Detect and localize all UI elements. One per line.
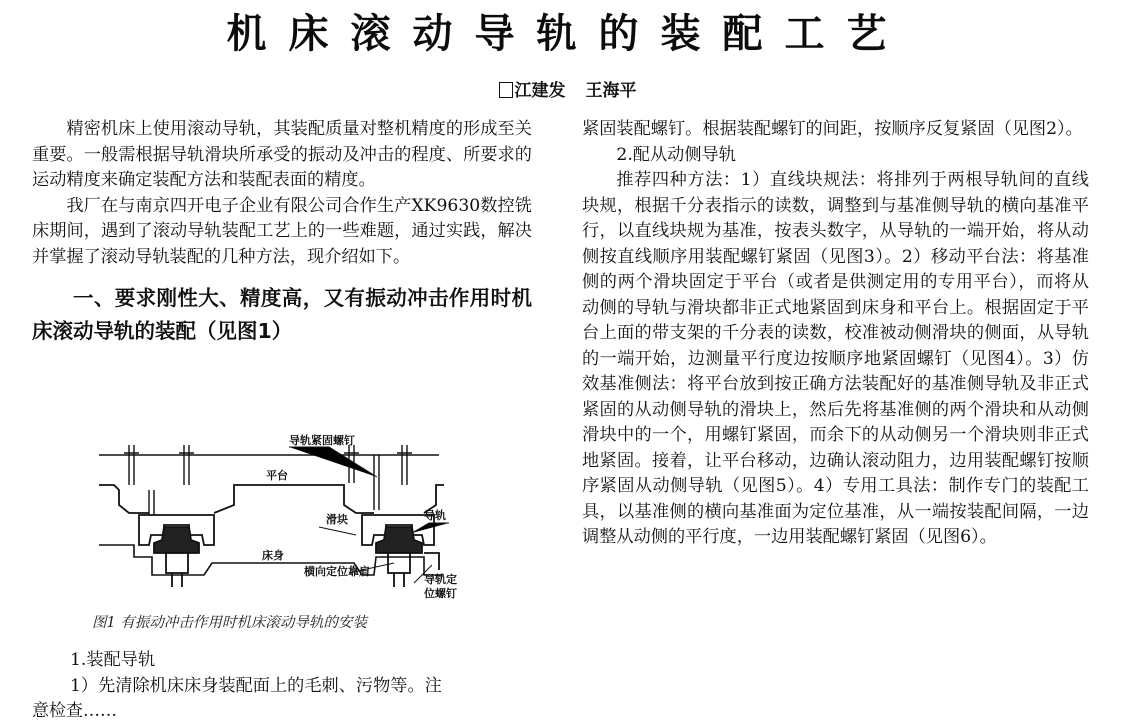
figure-caption: 图1 有振动冲击作用时机床滚动导轨的安装	[92, 615, 367, 631]
methods-paragraph: 推荐四种方法：1）直线块规法：将排列于两根导轨间的直线块规，根据千分表指示的读数，调整到与基准侧导轨的横向基准平行，以直线块规为基准，按表头数字，从导轨的一端开始，将从动侧按直线顺序用装配螺钉紧固（见图3）。2）移动平台法：将基准侧的两个滑块固定于平台（或者是供测定用的专用平台），而将从动侧的导轨与滑块都非正式地紧固到床身和平台上。根据固定于平台上面的带支架的千分表的读数，校准被动侧滑块的侧面，从导轨的一端开始，边测量平行度边按顺序地紧固螺钉（见图4）。3）仿效基准侧法：将平台放到按正确方法装配好的基准侧导轨及非正式紧固的从动侧导轨的滑块上，然后先将基准侧的两个滑块和从动侧滑块中的一个，用螺钉紧固，而余下的从动侧另一个滑块则非正式地紧固。接着，让平台移动，边确认滚动阻力，边用装配螺钉按顺序紧固从动侧导轨（见图5）。4）专用工具法：制作专门的装配工具，以基准侧的横向基准面为定位基准，从一端按装配间隔，一边调整从动侧的平行度，一边用装配螺钉紧固（见图6）。	[582, 170, 1089, 547]
label-rail-bolt: 导轨紧固螺钉	[289, 434, 355, 447]
figure-1	[32, 435, 532, 625]
rail-assembly-diagram	[94, 434, 457, 605]
label-positioning-face: 横向定位靠肩	[304, 565, 370, 578]
subsection-1-title: 1.装配导轨	[70, 650, 156, 670]
author-1: 江建发	[514, 81, 566, 101]
label-platform: 平台	[266, 469, 288, 482]
author-2: 王海平	[585, 81, 637, 101]
step-1-paragraph: 1）先清除机床床身装配面上的毛刺、污物等。注	[70, 675, 442, 696]
label-bed: 床身	[262, 549, 284, 562]
left-column-bottom	[32, 648, 530, 721]
author-box-icon	[499, 82, 513, 98]
background-paragraph: 我厂在与南京四开电子企业有限公司合作生产XK9630数控铣床期间，遇到了滚动导轨装配工艺上的一些难题，通过实践，解决并掌握了滚动导轨装配的几种方法，现介绍如下。	[32, 195, 532, 267]
label-positioning-bolt-2: 位螺钉	[424, 587, 457, 600]
section-heading: 一、要求刚性大、精度高，又有振动冲击作用时机床滚动导轨的装配（见图1）	[32, 286, 532, 343]
cutoff-line: 意检查……	[32, 701, 117, 721]
label-rail: 导轨	[424, 509, 446, 522]
subsection-2-title: 2.配从动侧导轨	[616, 144, 736, 165]
continued-paragraph: 紧固装配螺钉。根据装配螺钉的间距，按顺序反复紧固（见图2）。	[582, 119, 1083, 139]
left-column	[32, 117, 532, 348]
intro-paragraph: 精密机床上使用滚动导轨，其装配质量对整机精度的形成至关重要。一般需根据导轨滑块所承受的振动及冲击的程度、所要求的运动精度来确定装配方法和装配表面的精度。	[32, 119, 532, 190]
authors-line	[0, 76, 1135, 101]
article-title: 机床滚动导轨的装配工艺	[226, 11, 909, 57]
label-positioning-bolt-1: 导轨定	[424, 573, 457, 586]
label-slider: 滑块	[326, 513, 348, 526]
right-column	[582, 117, 1089, 551]
